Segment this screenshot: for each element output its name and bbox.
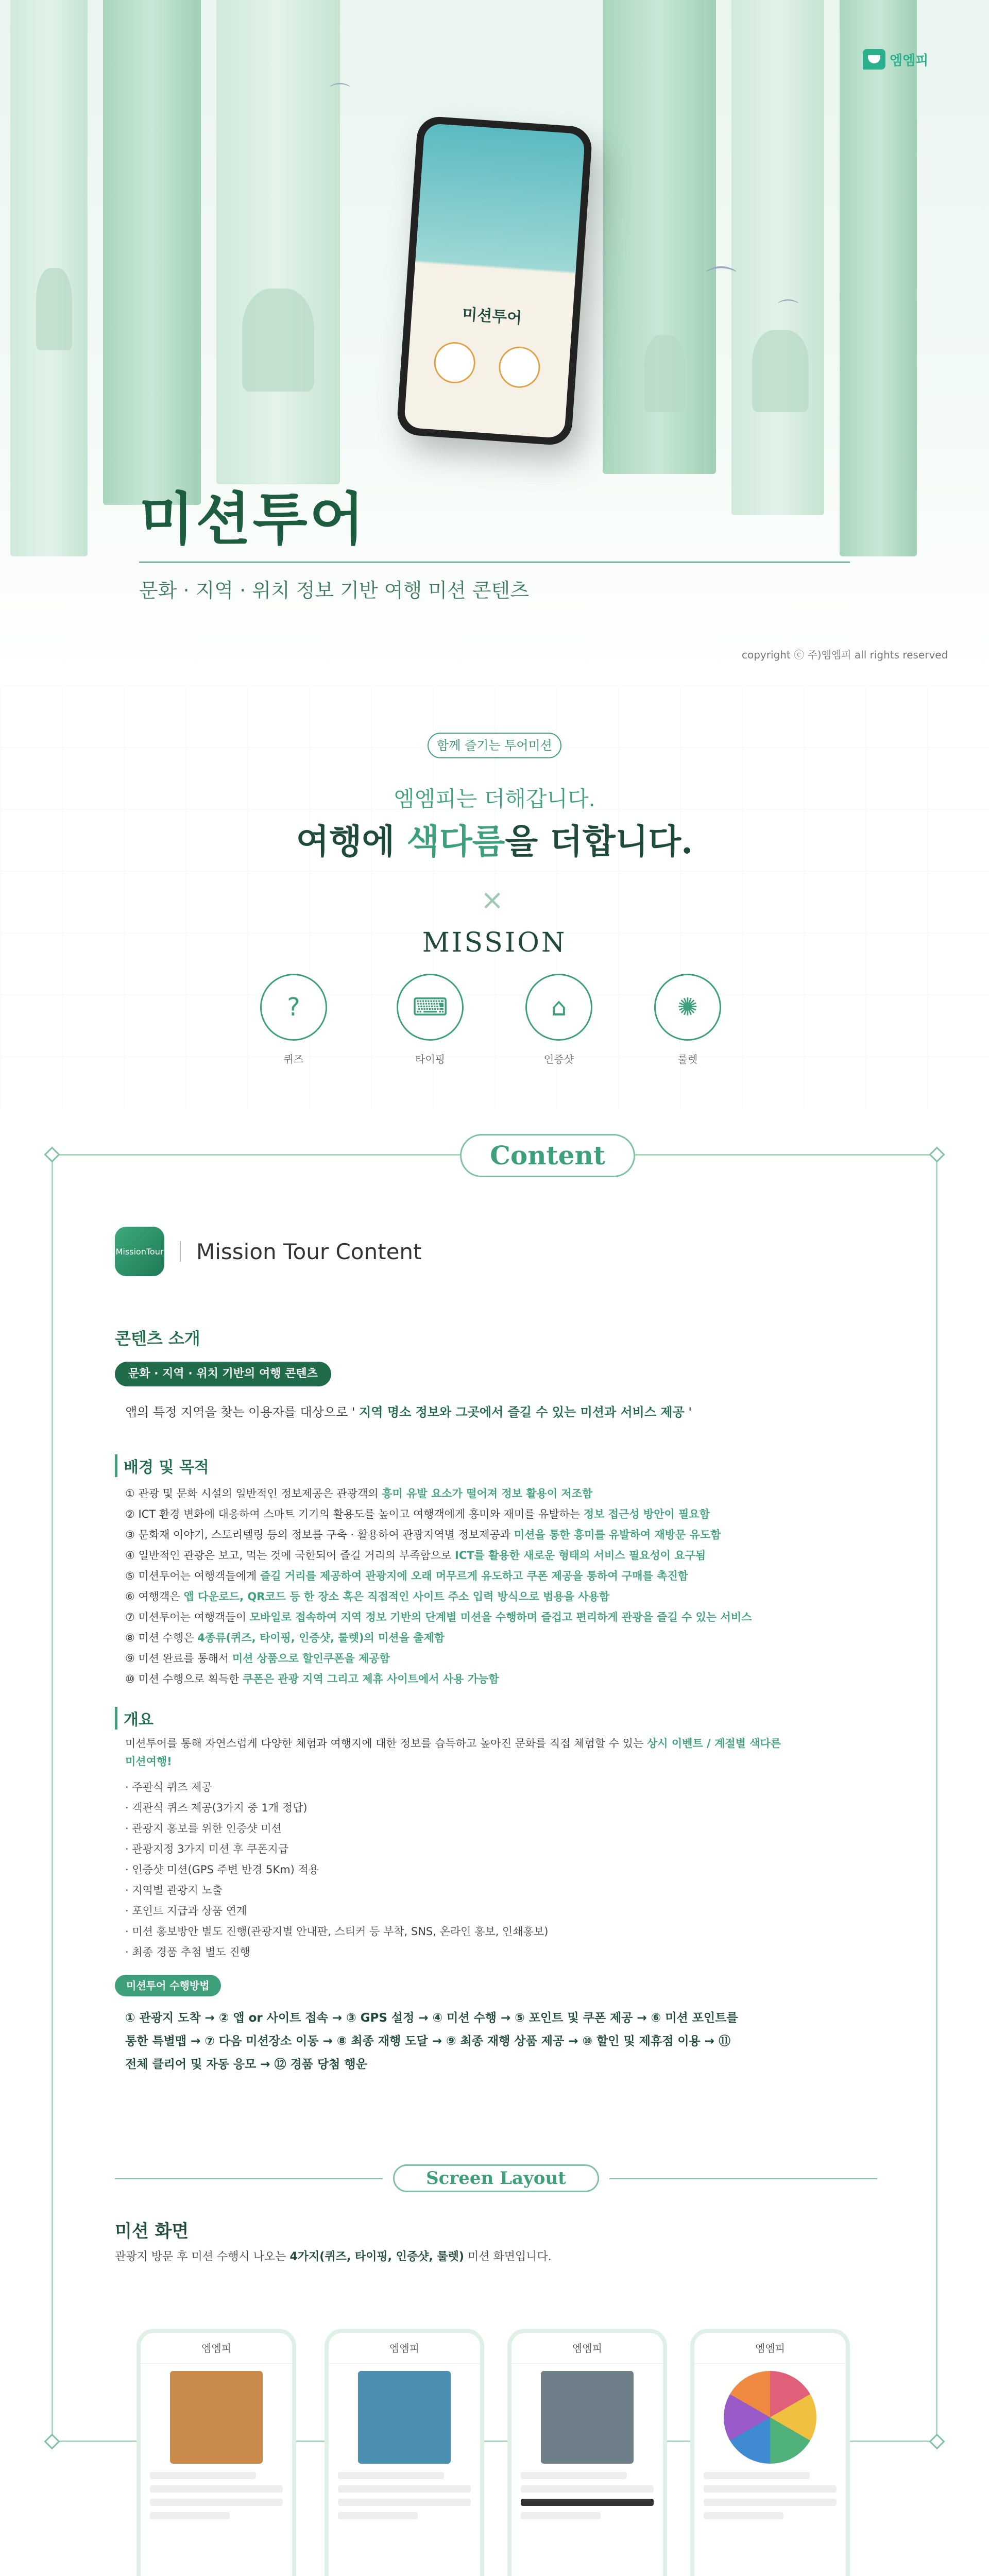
headline-part: 을 더합니다.: [505, 821, 693, 861]
mission-label-typing: 타이핑: [415, 1053, 445, 1065]
background-item: ⑦ 미션투어는 여행객들이 모바일로 접속하여 지역 정보 기반의 단계별 미션을 수행하며 즐겁고 편리하게 관광을 즐길 수 있는 서비스: [125, 1611, 752, 1623]
background-item: ⑧ 미션 수행은 4종류(퀴즈, 타이핑, 인증샷, 룰렛)의 미션을 출제함: [125, 1632, 445, 1644]
cross-icon: ×: [481, 884, 504, 916]
frame-corner: [44, 2433, 60, 2449]
mockup-rows: [704, 2472, 837, 2519]
brand-logo-icon: [863, 49, 885, 70]
bird-icon: ⌒: [330, 82, 350, 106]
intro-lead: 엠엠피는 더해갑니다.: [394, 786, 595, 811]
background-item: ⑤ 미션투어는 여행객들에게 즐길 거리를 제공하여 관광지에 오래 머무르게 유도하고 쿠폰 제공을 통하여 구매를 촉진함: [125, 1570, 689, 1582]
stone-hand-figure: [242, 289, 314, 392]
app-separator: [180, 1241, 181, 1262]
mockup-header: 엠엠피: [141, 2333, 292, 2364]
flow-steps: ① 관광지 도착 → ② 앱 or 사이트 접속 → ③ GPS 설정 → ④ 미션 수행 → ⑤ 포인트 및 쿠폰 제공 → ⑥ 미션 포인트를: [125, 2011, 738, 2025]
target-highlight: 지역 명소 정보와 그곳에서 즐길 수 있는 미션과 서비스 제공: [359, 1405, 685, 1419]
mission-label-roulette: 룰렛: [677, 1053, 698, 1065]
mockup-image: [358, 2371, 451, 2464]
hero-section: [0, 0, 989, 685]
hero-pillar: [216, 0, 340, 484]
overview-lead-tail: 미션여행!: [125, 1755, 172, 1768]
hero-pillar: [840, 0, 917, 556]
flow-steps: 전체 클리어 및 자동 응모 → ⑫ 경품 당첨 행운: [125, 2058, 367, 2071]
screen-description: 관광지 방문 후 미션 수행시 나오는 4가지(퀴즈, 타이핑, 인증샷, 룰렛) 미션 화면입니다.: [115, 2250, 552, 2263]
statue-figure: [36, 268, 72, 350]
brand-logo[interactable]: [863, 49, 928, 70]
overview-item: · 지역별 관광지 노출: [125, 1884, 223, 1896]
mockup-rows: [150, 2472, 283, 2519]
mockup-header: 엠엠피: [329, 2333, 480, 2364]
screen-layout-tab: Screen Layout: [393, 2164, 599, 2192]
phone-screen-title: 미션투어: [462, 305, 523, 328]
overview-item: · 인증샷 미션(GPS 주변 반경 5Km) 적용: [125, 1863, 319, 1876]
hero-title: 미션투어: [139, 486, 367, 552]
overview-item: · 관광지정 3가지 미션 후 쿠폰지급: [125, 1843, 289, 1855]
target-text: 앱의 특정 지역을 찾는 이용자를 대상으로 ': [125, 1405, 360, 1419]
background-item: ① 관광 및 문화 시설의 일반적인 정보제공은 관광객의 흥미 유발 요소가 떨어져 정보 활용이 저조함: [125, 1487, 593, 1500]
overview-lead: 미션투어를 통해 자연스럽게 다양한 체험과 여행지에 대한 정보를 습득하고 높아진 문화를 직접 체험할 수 있는 상시 이벤트 / 계절별 색다른: [125, 1737, 781, 1750]
background-item: ⑥ 여행객은 앱 다운로드, QR코드 등 한 장소 혹은 직접적인 사이트 주소 입력 방식으로 범용을 사용함: [125, 1590, 610, 1603]
statue-figure: [752, 330, 809, 412]
frame-corner: [929, 1146, 945, 1162]
hero-pillar: [731, 0, 824, 515]
flow-steps: 통한 특별맵 → ⑦ 다음 미션장소 이동 → ⑧ 최종 재행 도달 → ⑨ 최종 재행 상품 제공 → ⑩ 할인 및 제휴점 이용 → ⑪: [125, 2035, 731, 2048]
background-heading: 배경 및 목적: [115, 1454, 209, 1477]
content-tagline: 문화 · 지역 · 위치 기반의 여행 콘텐츠: [115, 1362, 331, 1386]
background-item: ③ 문화재 이야기, 스토리텔링 등의 정보를 구축 · 활용하여 관광지역별 정보제공과 미션을 통한 흥미를 유발하여 재방문 유도함: [125, 1529, 721, 1541]
background-item: ④ 일반적인 관광은 보고, 먹는 것에 국한되어 즐길 거리의 부족함으로 ICT를 활용한 새로운 형태의 서비스 필요성이 요구됨: [125, 1549, 706, 1562]
hero-phone-mockup: [396, 115, 593, 446]
overview-heading: 개요: [115, 1707, 154, 1730]
overview-item: · 최종 경품 추첨 별도 진행: [125, 1946, 250, 1958]
bird-icon: ⌒: [778, 298, 798, 322]
mockup-rows: [521, 2472, 654, 2519]
roulette-wheel: [724, 2371, 816, 2464]
overview-item: · 포인트 지급과 상품 연계: [125, 1905, 247, 1917]
content-frame: [52, 1140, 937, 2442]
content-section-tab: Content: [460, 1134, 635, 1177]
layout-divider: [115, 2178, 383, 2179]
roulette-icon: ✺: [654, 974, 721, 1041]
overview-item: · 주관식 퀴즈 제공: [125, 1781, 212, 1793]
target-text: ': [684, 1405, 692, 1419]
mission-intro-section: [0, 685, 989, 1108]
background-item: ② ICT 환경 변화에 대응하여 스마트 기기의 활용도를 높이고 여행객에게 흥미와 재미를 유발하는 정보 접근성 방안이 필요함: [125, 1508, 710, 1520]
photo-icon: ⌂: [525, 974, 592, 1041]
phone-screen: [404, 123, 586, 438]
screen-heading: 미션 화면: [115, 2221, 189, 2242]
background-item: ⑩ 미션 수행으로 획득한 쿠폰은 관광 지역 그리고 제휴 사이트에서 사용 가능함: [125, 1673, 499, 1685]
mission-label-photo: 인증샷: [544, 1053, 574, 1065]
typing-icon: ⌨: [397, 974, 464, 1041]
overview-item: · 미션 홍보방안 별도 진행(관광지별 안내판, 스티커 등 부착, SNS, 온라인 홍보, 인쇄홍보): [125, 1925, 549, 1938]
flow-tag: 미션투어 수행방법: [115, 1975, 221, 1996]
typing-screen-mockup: [325, 2329, 484, 2576]
content-intro-heading: 콘텐츠 소개: [115, 1329, 200, 1348]
hero-divider: [139, 562, 850, 563]
photo-screen-mockup: [507, 2329, 667, 2576]
app-card: [115, 1227, 422, 1276]
hero-subtitle: 문화 · 지역 · 위치 정보 기반 여행 미션 콘텐츠: [139, 579, 529, 602]
hero-copyright: copyright ⓒ 주)엠엠피 all rights reserved: [742, 649, 948, 661]
mission-heading: MISSION: [422, 927, 567, 958]
phone-menu-button: [498, 345, 541, 389]
headline-part: 여행에: [296, 821, 407, 861]
bird-icon: ⌒: [706, 264, 737, 300]
headline-highlight: 색다름: [406, 821, 505, 861]
quiz-icon: ?: [260, 974, 327, 1041]
app-title: Mission Tour Content: [196, 1239, 422, 1264]
brand-logo-text: 엠엠피: [890, 53, 929, 69]
phone-menu-button: [433, 341, 476, 384]
intro-badge: 함께 즐기는 투어미션: [428, 733, 561, 758]
hero-pillar: [103, 0, 201, 505]
mockup-image: [541, 2371, 634, 2464]
app-icon: MissionTour: [115, 1227, 164, 1276]
intro-headline: [0, 814, 989, 863]
quiz-screen-mockup: [137, 2329, 296, 2576]
frame-corner: [929, 2433, 945, 2449]
overview-item: · 객관식 퀴즈 제공(3가지 중 1개 정답): [125, 1802, 308, 1814]
lantern-figure: [644, 335, 685, 412]
layout-divider: [609, 2178, 877, 2179]
overview-item: · 관광지 홍보를 위한 인증샷 미션: [125, 1822, 282, 1835]
mockup-rows: [338, 2472, 471, 2519]
target-description: [125, 1402, 692, 1420]
mockup-header: 엠엠피: [694, 2333, 846, 2364]
mission-label-quiz: 퀴즈: [283, 1053, 304, 1065]
background-item: ⑨ 미션 완료를 통해서 미션 상품으로 할인쿠폰을 제공함: [125, 1652, 390, 1665]
mockup-image: [170, 2371, 263, 2464]
roulette-screen-mockup: [690, 2329, 850, 2576]
mockup-header: 엠엠피: [511, 2333, 663, 2364]
frame-corner: [44, 1146, 60, 1162]
